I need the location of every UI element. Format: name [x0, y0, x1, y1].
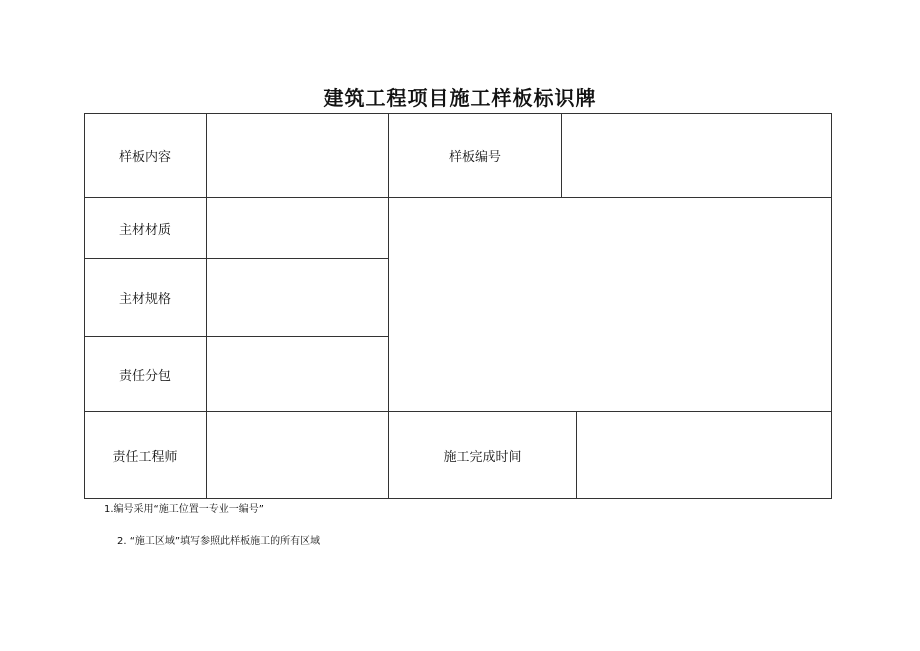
note-numbering: 1.编号采用“施工位置一专业一编号” [104, 504, 264, 515]
engineer-value[interactable] [207, 412, 388, 498]
completion-time-value[interactable] [577, 412, 831, 498]
sample-content-value[interactable] [207, 113, 388, 198]
sample-content-label: 样板内容 [118, 150, 171, 165]
note-construction-area: 2. “施工区域”填写参照此样板施工的所有区域 [117, 536, 321, 547]
sign-title: 建筑工程项目施工样板标识牌 [323, 86, 597, 110]
sample-image-area[interactable] [389, 198, 831, 411]
subcontractor-value[interactable] [207, 337, 388, 411]
table-border-bottom [84, 498, 832, 499]
engineer-label: 责任工程师 [112, 449, 178, 465]
sample-sign-table [84, 113, 832, 499]
sample-number-label: 样板编号 [448, 150, 501, 165]
completion-time-label: 施工完成时间 [443, 449, 522, 465]
table-border-right [831, 113, 832, 499]
main-spec-value[interactable] [207, 259, 388, 336]
main-material-value[interactable] [207, 198, 388, 258]
main-spec-label: 主材规格 [118, 292, 171, 307]
main-material-label: 主材材质 [118, 222, 171, 238]
subcontractor-label: 责任分包 [118, 368, 171, 384]
sample-number-value[interactable] [562, 113, 831, 198]
